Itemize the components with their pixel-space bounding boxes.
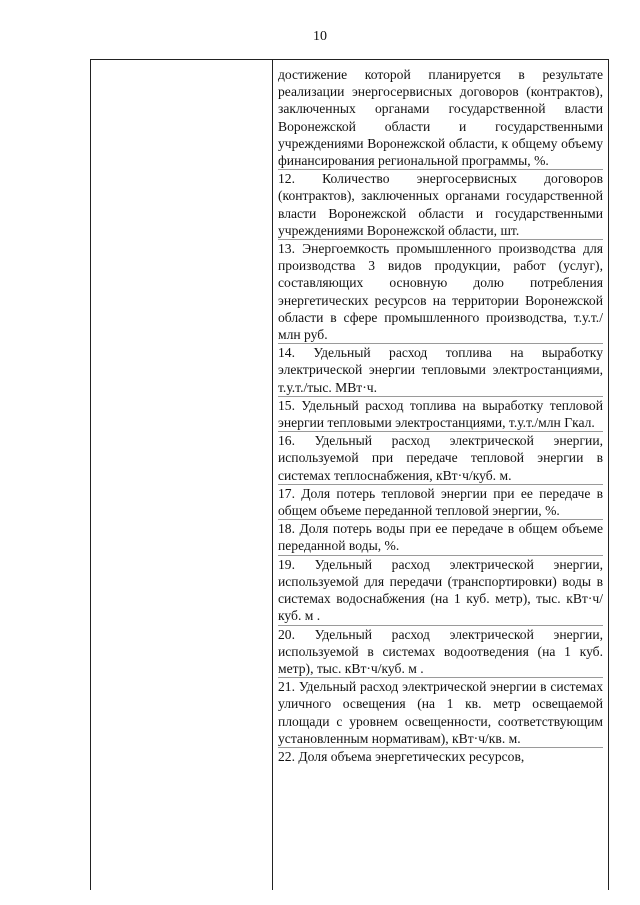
indicator-paragraph: 19. Удельный расход электрической энергии, используемой для передачи (транспортировки) воды в системах водоснабжения (на 1 куб. метр), тыс. кВт·ч/куб. м .: [278, 556, 603, 624]
indicator-paragraph: 13. Энергоемкость промышленного производства для производства 3 видов продукции, работ (услуг), составляющих основную долю потребления энергетических ресурсов на территории Воронежской области в сфере промышленного производства, т.у.т./млн руб.: [278, 241, 603, 343]
indicator-paragraph: 20. Удельный расход электрической энергии, используемой в системах водоотведения (на 1 куб. метр), тыс. кВт·ч/куб. м .: [278, 626, 603, 676]
indicator-paragraph: 17. Доля потерь тепловой энергии при ее передаче в общем объеме переданной тепловой энергии, %.: [278, 485, 603, 519]
indicator-paragraph: 18. Доля потерь воды при ее передаче в общем объеме переданной воды, %.: [278, 521, 603, 554]
indicator-paragraph: 15. Удельный расход топлива на выработку тепловой энергии тепловыми электростанциями, т.у.т./млн Гкал.: [278, 397, 603, 431]
indicator-paragraph: достижение которой планируется в результате реализации энергосервисных договоров (контрактов), заключенных органами государственной власти Воронежской области и государственными учреждениями Воронежской области, к общему объему финансирования региональной программы, %.: [278, 67, 603, 169]
indicator-paragraph: 21. Удельный расход электрической энергии в системах уличного освещения (на 1 кв. метр освещаемой площади с уровнем освещенности, соответствующим установленным нормативам), кВт·ч/кв. м.: [278, 679, 603, 746]
column-divider: [272, 60, 273, 890]
indicator-paragraph: 14. Удельный расход топлива на выработку электрической энергии тепловыми электростанциями, т.у.т./тыс. МВт·ч.: [278, 345, 603, 395]
indicator-paragraph: 16. Удельный расход электрической энергии, используемой при передаче тепловой энергии в системах теплоснабжения, кВт·ч/куб. м.: [278, 433, 603, 483]
indicator-table: [90, 59, 609, 890]
indicator-list: [278, 66, 603, 765]
indicator-paragraph: 22. Доля объема энергетических ресурсов,: [278, 747, 603, 765]
indicator-paragraph: 12. Количество энергосервисных договоров (контрактов), заключенных органами государственной власти Воронежской области и государственными учреждениями Воронежской области, шт.: [278, 171, 603, 238]
page-number: 10: [313, 29, 327, 44]
